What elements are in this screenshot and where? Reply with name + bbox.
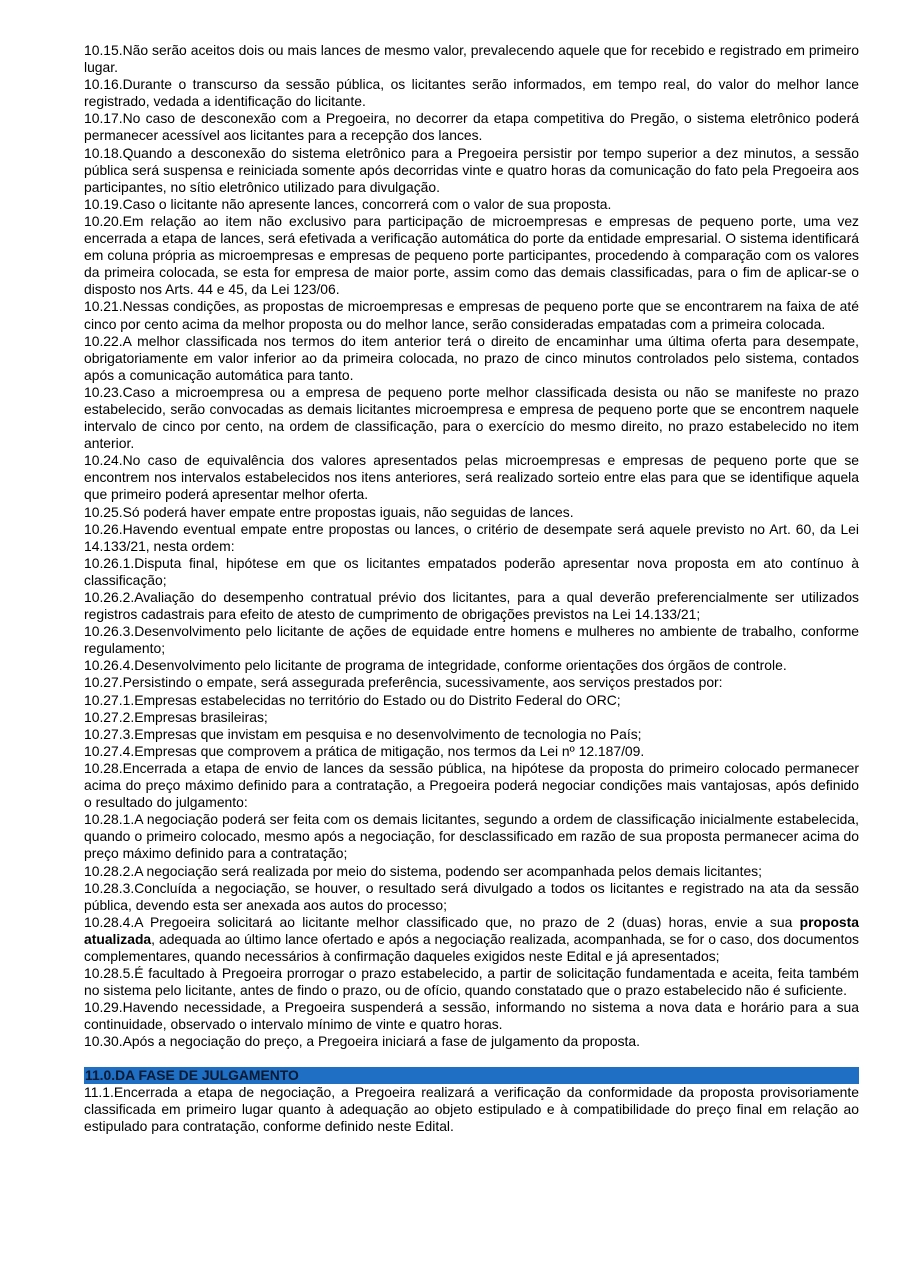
document-page xyxy=(84,42,859,1135)
clause-10-15: 10.15.Não serão aceitos dois ou mais lances de mesmo valor, prevalecendo aquele que for recebido e registrado em primeiro lugar. xyxy=(84,42,859,76)
clause-10-28-4-bold: proposta atualizada xyxy=(84,913,859,947)
clause-10-28-1: 10.28.1.A negociação poderá ser feita com os demais licitantes, segundo a ordem de classificação inicialmente estabelecida, quando o primeiro colocado, mesmo após a negociação, for desclassificado em razão de sua proposta permanecer acima do preço máximo definido para a contratação; xyxy=(84,811,859,862)
clause-10-18: 10.18.Quando a desconexão do sistema eletrônico para a Pregoeira persistir por tempo superior a dez minutos, a sessão pública será suspensa e reiniciada somente após decorridas vinte e quatro horas da comunicação do fato pela Pregoeira aos participantes, no sítio eletrônico utilizado para divulgação. xyxy=(84,144,859,195)
clause-10-28-4 xyxy=(84,914,859,965)
clause-10-27-1: 10.27.1.Empresas estabelecidas no território do Estado ou do Distrito Federal do ORC; xyxy=(84,691,621,708)
section-heading: 11.0.DA FASE DE JULGAMENTO xyxy=(84,1067,859,1084)
clause-10-25: 10.25.Só poderá haver empate entre propostas iguais, não seguidas de lances. xyxy=(84,503,574,520)
clause-11-1: 11.1.Encerrada a etapa de negociação, a Pregoeira realizará a verificação da conformidade da proposta provisoriamente classificada em primeiro lugar quanto à adequação ao objeto estipulado e à compatibilidade do preço final em relação ao estipulado para contratação, conforme definido neste Edital. xyxy=(84,1083,859,1134)
clause-10-26: 10.26.Havendo eventual empate entre propostas ou lances, o critério de desempate será aquele previsto no Art. 60, da Lei 14.133/21, nesta ordem: xyxy=(84,520,859,554)
clause-10-16: 10.16.Durante o transcurso da sessão pública, os licitantes serão informados, em tempo real, do valor do melhor lance registrado, vedada a identificação do licitante. xyxy=(84,76,859,110)
clause-10-20: 10.20.Em relação ao item não exclusivo para participação de microempresas e empresas de pequeno porte, uma vez encerrada a etapa de lances, será efetivada a verificação automática do porte da entidade empresarial. O sistema identificará em coluna própria as microempresas e empresas de pequeno porte participantes, procedendo à comparação com os valores da primeira colocada, se esta for empresa de maior porte, assim como das demais classificadas, para o fim de aplicar-se o disposto nos Arts. 44 e 45, da Lei 123/06. xyxy=(84,212,859,298)
clause-10-27-4: 10.27.4.Empresas que comprovem a prática de mitigação, nos termos da Lei nº 12.187/09. xyxy=(84,742,645,759)
clause-10-21: 10.21.Nessas condições, as propostas de microempresas e empresas de pequeno porte que se encontrarem na faixa de até cinco por cento acima da melhor proposta ou do melhor lance, serão consideradas empatadas com a primeira colocada. xyxy=(84,298,859,332)
clause-10-27-2: 10.27.2.Empresas brasileiras; xyxy=(84,708,268,725)
clause-10-27-3: 10.27.3.Empresas que invistam em pesquisa e no desenvolvimento de tecnologia no País; xyxy=(84,725,642,742)
clause-10-30: 10.30.Após a negociação do preço, a Pregoeira iniciará a fase de julgamento da proposta. xyxy=(84,1033,640,1050)
clause-10-17: 10.17.No caso de desconexão com a Pregoeira, no decorrer da etapa competitiva do Pregão, o sistema eletrônico poderá permanecer acessível aos licitantes para a recepção dos lances. xyxy=(84,110,859,144)
clause-10-28: 10.28.Encerrada a etapa de envio de lances da sessão pública, na hipótese da proposta do primeiro colocado permanecer acima do preço máximo definido para a contratação, a Pregoeira poderá negociar condições mais vantajosas, após definido o resultado do julgamento: xyxy=(84,759,859,811)
clause-10-28-4-pre: 10.28.4.A Pregoeira solicitará ao licitante melhor classificado que, no prazo de 2 (duas) horas, envie a sua xyxy=(84,913,800,930)
clause-10-28-5: 10.28.5.É facultado à Pregoeira prorrogar o prazo estabelecido, a partir de solicitação fundamentada e aceita, feita também no sistema pelo licitante, antes de findo o prazo, ou de ofício, quando constatado que o prazo estabelecido não é suficiente. xyxy=(84,965,859,999)
clause-10-26-1: 10.26.1.Disputa final, hipótese em que os licitantes empatados poderão apresentar nova proposta em ato contínuo à classificação; xyxy=(84,554,859,588)
clause-10-26-3: 10.26.3.Desenvolvimento pelo licitante de ações de equidade entre homens e mulheres no ambiente de trabalho, conforme regulamento; xyxy=(84,623,859,657)
clause-10-23: 10.23.Caso a microempresa ou a empresa de pequeno porte melhor classificada desista ou não se manifeste no prazo estabelecido, serão convocadas as demais licitantes microempresa e empresa de pequeno porte que se encontrem naquele intervalo de cinco por cento, na ordem de classificação, para o exercício do mesmo direito, no prazo estabelecido no item anterior. xyxy=(84,383,859,452)
clause-10-28-2: 10.28.2.A negociação será realizada por meio do sistema, podendo ser acompanhada pelos demais licitantes; xyxy=(84,862,762,879)
clause-10-26-2: 10.26.2.Avaliação do desempenho contratual prévio dos licitantes, para a qual deverão preferencialmente ser utilizados registros cadastrais para efeito de atesto de cumprimento de obrigações previstos na Lei 14.133/21; xyxy=(84,589,859,623)
clause-10-19: 10.19.Caso o licitante não apresente lances, concorrerá com o valor de sua proposta. xyxy=(84,195,612,212)
clause-10-22: 10.22.A melhor classificada nos termos do item anterior terá o direito de encaminhar uma última oferta para desempate, obrigatoriamente em valor inferior ao da primeira colocada, no prazo de cinco minutos controlados pelo sistema, contados após a comunicação automática para tanto. xyxy=(84,332,859,383)
clause-10-24: 10.24.No caso de equivalência dos valores apresentados pelas microempresas e empresas de pequeno porte que se encontrem nos intervalos estabelecidos nos itens anteriores, será realizado sorteio entre elas para que se identifique aquela que primeiro poderá apresentar melhor oferta. xyxy=(84,452,859,503)
section-gap xyxy=(84,1051,859,1067)
clause-10-28-4-post: , adequada ao último lance ofertado e após a negociação realizada, acompanhada, se for o caso, dos documentos complementares, quando necessários à confirmação daqueles exigidos neste Edital e já apresentados; xyxy=(84,930,859,964)
clause-10-29: 10.29.Havendo necessidade, a Pregoeira suspenderá a sessão, informando no sistema a nova data e horário para a sua continuidade, observado o intervalo mínimo de vinte e quatro horas. xyxy=(84,999,859,1033)
clause-10-28-3: 10.28.3.Concluída a negociação, se houver, o resultado será divulgado a todos os licitantes e registrado na ata da sessão pública, devendo esta ser anexada aos autos do processo; xyxy=(84,879,859,913)
clause-10-26-4: 10.26.4.Desenvolvimento pelo licitante de programa de integridade, conforme orientações dos órgãos de controle. xyxy=(84,657,787,674)
clause-10-27: 10.27.Persistindo o empate, será assegurada preferência, sucessivamente, aos serviços prestados por: xyxy=(84,674,723,691)
